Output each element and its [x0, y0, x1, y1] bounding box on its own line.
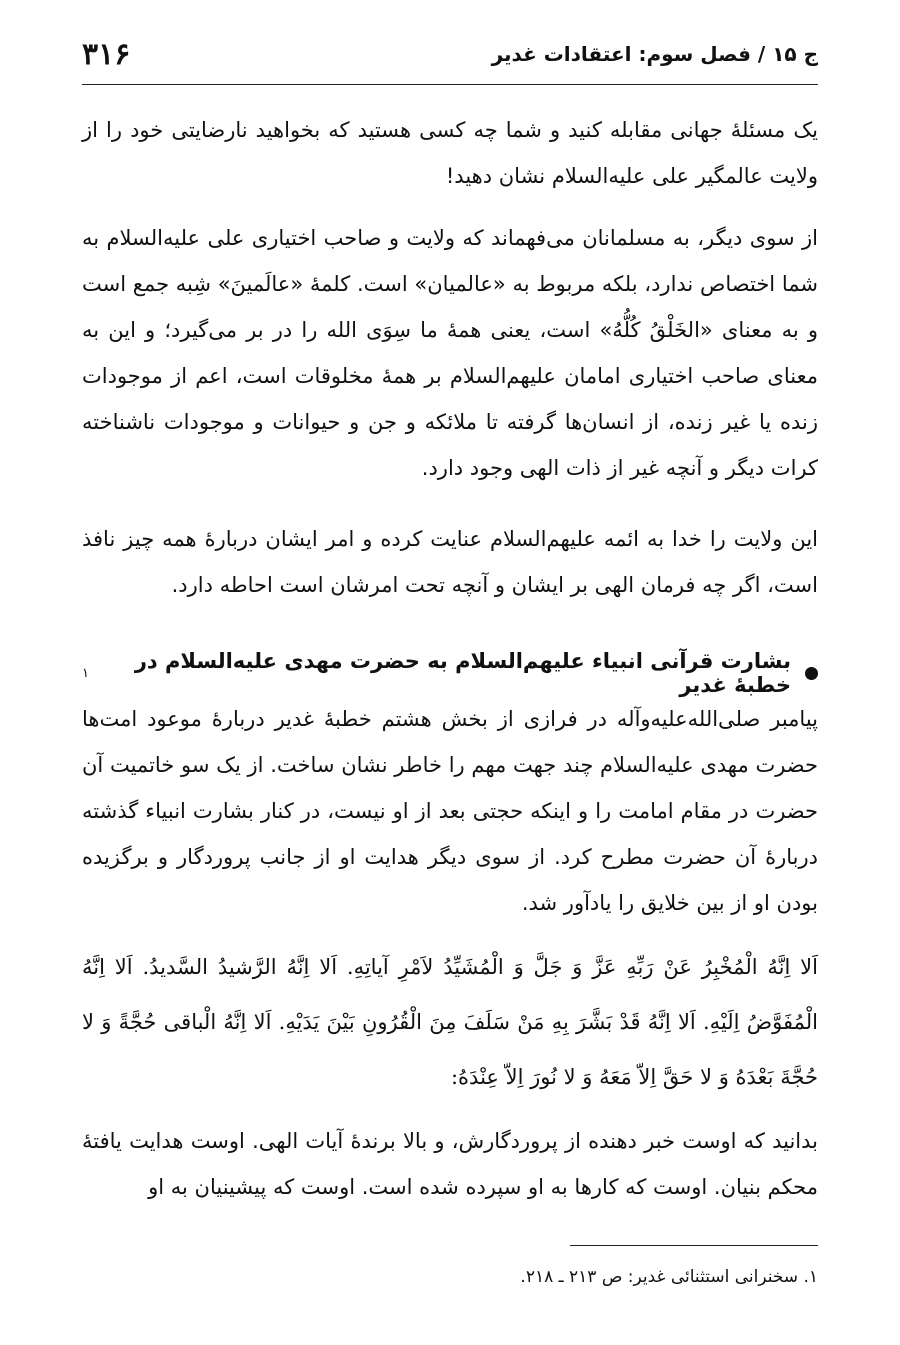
- footnote: ۱. سخنرانی استثنائی غدیر: ص ۲۱۳ ـ ۲۱۸.: [520, 1267, 818, 1287]
- page-header: [82, 34, 818, 74]
- paragraph-3: این ولایت را خدا به ائمه علیهم‌السلام عنایت کرده و امر ایشان دربارهٔ همه چیز نافذ است، اگر چه فرمان الهی بر ایشان و آنچه تحت امرشان است احاطه دارد.: [82, 527, 818, 597]
- page-number: ۳۱۶: [82, 36, 131, 72]
- paragraph-5: بدانید که اوست خبر دهنده از پروردگارش، و بالا برندهٔ آیات الهی. اوست هدایت یافتهٔ محکم بنیان. اوست که کارها به او سپرده شده است. اوست که پیشینیان به او: [82, 1129, 818, 1199]
- arabic-quote: اَلا اِنَّهُ الْمُخْبِرُ عَنْ رَبِّهِ عَزَّ وَ جَلَّ وَ الْمُشَیِّدُ لاَمْرِ آیاتِهِ. اَلا اِنَّهُ الرَّشیدُ السَّدیدُ. اَلا اِنَّهُ الْمُفَوَّضُ اِلَیْهِ. اَلا اِنَّهُ قَدْ بَشَّرَ بِهِ مَنْ سَلَفَ مِنَ الْقُرُونِ بَیْنَ یَدَیْهِ. اَلا اِنَّهُ الْباقی حُجَّةً وَ لا حُجَّةَ بَعْدَهُ وَ لا حَقَّ اِلاّ مَعَهُ وَ لا نُورَ اِلاّ عِنْدَهُ:: [82, 955, 818, 1089]
- section-heading: [82, 650, 818, 696]
- book-page: [82, 0, 818, 1345]
- header-rule: [82, 84, 818, 85]
- paragraph-1: یک مسئلهٔ جهانی مقابله کنید و شما چه کسی هستید که بخواهید نارضایتی خود را از ولایت عالمگیر علی علیه‌السلام نشان دهید!: [82, 118, 818, 188]
- paragraph-2: از سوی دیگر، به مسلمانان می‌فهماند که ولایت و صاحب اختیاری علی علیه‌السلام به شما اختصاص ندارد، بلکه مربوط به «عالمیان» است. کلمهٔ «عالَمینَ» شِبه جمع است و به معنای «الخَلْقُ کُلُّهُ» است، یعنی همهٔ ما سِوَی الله را در بر می‌گیرد؛ و این به معنای صاحب اختیاری امامان علیهم‌السلام بر همهٔ مخلوقات است، اعم از موجودات زنده یا غیر زنده، از انسان‌ها گرفته تا ملائکه و جن و حیوانات و موجودات ناشناخته کرات دیگر و آنچه غیر از ذات الهی وجود دارد.: [82, 226, 818, 480]
- section-heading-text: بشارت قرآنی انبیاء علیهم‌السلام به حضرت مهدی علیه‌السلام در خطبهٔ غدیر: [134, 649, 791, 697]
- footnote-mark: ۱: [82, 665, 89, 681]
- paragraph-4: پیامبر صلی‌الله‌علیه‌وآله در فرازی از بخش هشتم خطبهٔ غدیر دربارهٔ موعود امت‌ها حضرت مهدی علیه‌السلام چند جهت مهم را خاطر نشان ساخت. از یک سو خاتمیت آن حضرت در مقام امامت را و اینکه حجتی بعد از او نیست، در کنار بشارت انبیاء گذشته دربارهٔ آن حضرت مطرح کرد. از سوی دیگر هدایت او از جانب پروردگار و برگزیده بودن او از بین خلایق را یادآور شد.: [82, 707, 818, 915]
- running-head: ج ۱۵ / فصل سوم: اعتقادات غدیر: [491, 42, 818, 66]
- bullet-icon: [805, 667, 818, 680]
- footnote-rule: [570, 1245, 818, 1246]
